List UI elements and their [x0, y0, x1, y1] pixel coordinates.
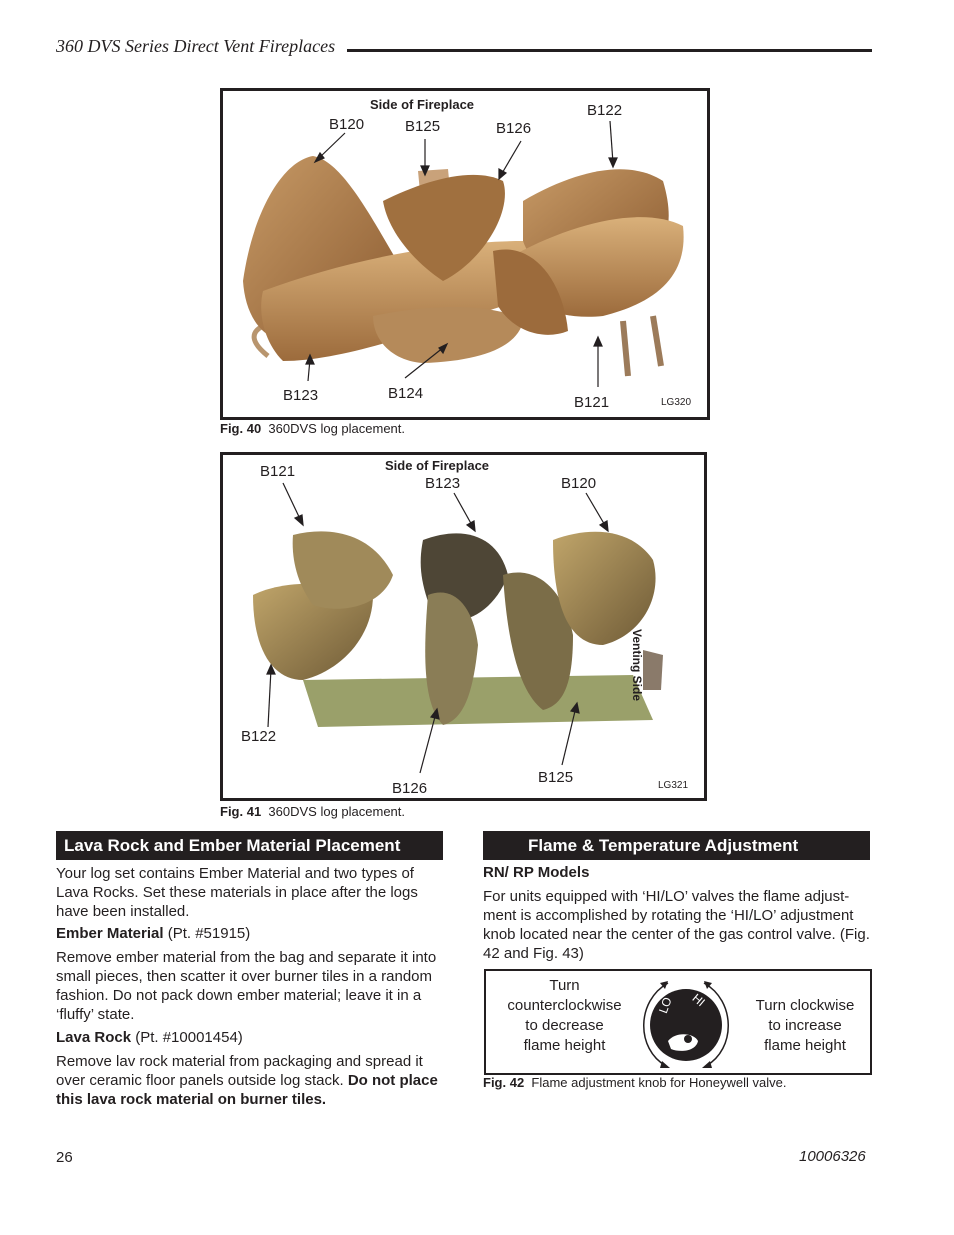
side-of-fireplace-label: Side of Fireplace [370, 97, 475, 112]
part-label-b122: B122 [241, 728, 277, 745]
caption-text: 360DVS log placement. [268, 421, 406, 436]
hi-lo-knob-diagram [626, 971, 746, 1073]
part-label-b123: B123 [283, 387, 319, 404]
lo-label: LO [656, 995, 675, 1016]
figure-41-box [220, 452, 707, 801]
log-b121-shape [293, 531, 393, 608]
header-rule [347, 49, 872, 52]
lava-part-number: (Pt. #10001454) [131, 1029, 243, 1046]
part-label-b121: B121 [574, 394, 610, 411]
caption-number: Fig. 41 [220, 804, 262, 819]
hi-label: HI [689, 990, 708, 1010]
part-label-b122: B122 [587, 102, 623, 119]
caption-text: Flame adjustment knob for Honeywell valve. [531, 1075, 787, 1090]
ember-part-number: (Pt. #51915) [163, 925, 251, 942]
lava-rock-line [56, 1028, 441, 1047]
page-number: 26 [56, 1149, 73, 1166]
ember-instructions: Remove ember material from the bag and separate it into small pieces, then scatter it over burner tiles in a random fashion. Do not pack down ember material; leave it in a ‘fluffy’ state. [56, 949, 437, 1023]
figure-42-box [484, 969, 872, 1075]
lava-intro: Your log set contains Ember Material and two types of Lava Rocks. Set these materials in place after the logs have been installed. [56, 865, 418, 920]
part-label-b124: B124 [388, 385, 424, 402]
caption-text: 360DVS log placement. [268, 804, 406, 819]
side-of-fireplace-label: Side of Fireplace [385, 458, 490, 473]
figure-41-caption [220, 804, 405, 819]
part-label-b123: B123 [425, 475, 461, 492]
lava-rock-heading: Lava Rock and Ember Material Placement [56, 831, 443, 860]
figure-42-caption [483, 1075, 786, 1090]
counterclockwise-text: Turn counterclockwise to decrease flame height [507, 977, 622, 1054]
part-label-b125: B125 [538, 769, 574, 786]
flame-adjustment-heading: Flame & Temperature Adjustment [483, 831, 870, 860]
part-label-b121: B121 [260, 463, 296, 480]
part-label-b120: B120 [561, 475, 597, 492]
figure-code: LG321 [658, 780, 689, 791]
document-number: 10006326 [799, 1148, 866, 1165]
figure-code: LG320 [661, 397, 692, 408]
flame-instructions: For units equipped with ‘HI/LO’ valves the flame adjust-ment is accomplished by rotating the ‘HI/LO’ adjustment knob located near the center of the gas control valve. (Fig. 42 and Fig. 43) [483, 888, 870, 962]
running-header: 360 DVS Series Direct Vent Fireplaces [56, 36, 336, 56]
ember-tray-shape [303, 675, 653, 727]
figure-40-box [220, 88, 710, 420]
log-set-photo-40 [223, 91, 707, 417]
part-label-b126: B126 [392, 780, 428, 797]
caption-number: Fig. 42 [483, 1075, 525, 1090]
log-b124-shape [373, 307, 523, 363]
lava-warning: Do not place this lava rock material on burner tiles. [56, 1072, 438, 1108]
clockwise-text: Turn clockwise to increase flame height [755, 997, 855, 1054]
figure-40-caption [220, 421, 405, 436]
part-label-b120: B120 [329, 116, 365, 133]
lava-instructions [56, 1052, 441, 1109]
ember-material-title: Ember Material [56, 925, 164, 942]
ember-material-line [56, 924, 441, 943]
lava-rock-title: Lava Rock [56, 1029, 132, 1046]
lava-instructions-text: Remove lav rock material from packaging and spread it over ceramic floor panels outside log stack. [56, 1053, 423, 1089]
log-set-photo-41 [223, 455, 704, 798]
part-label-b126: B126 [496, 120, 532, 137]
part-label-b125: B125 [405, 118, 441, 135]
models-subheading: RN/ RP Models [483, 864, 590, 881]
caption-number: Fig. 40 [220, 421, 262, 436]
venting-side-label: Venting Side [630, 629, 644, 702]
